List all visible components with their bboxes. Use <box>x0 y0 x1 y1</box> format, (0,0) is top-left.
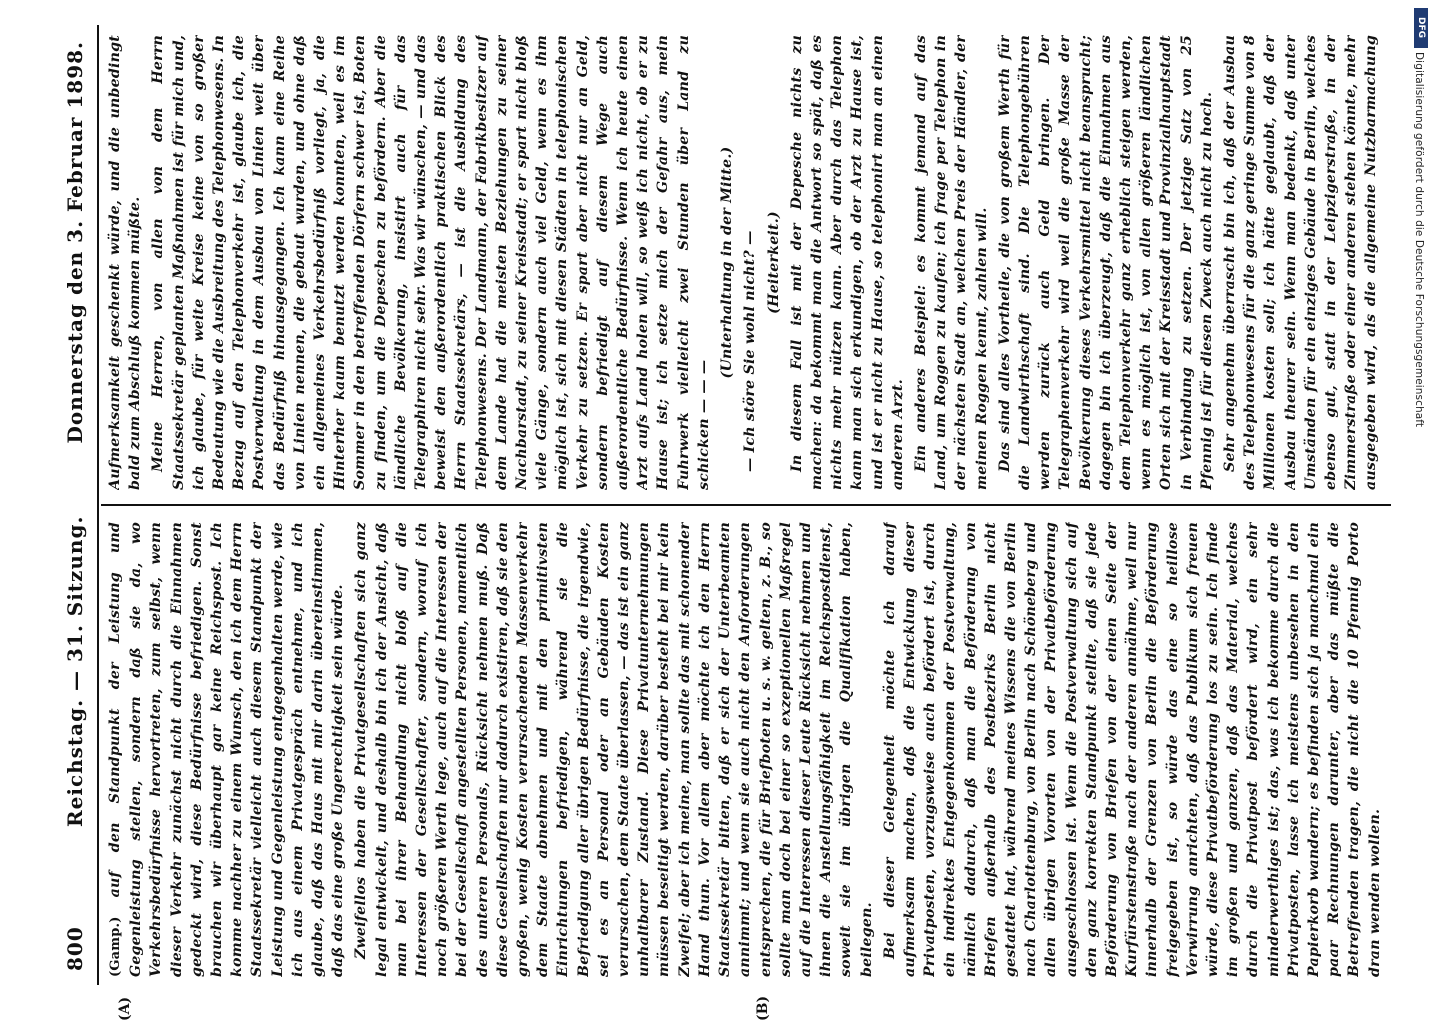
right-paragraph-2: Meine Herren, von allen von dem Herrn Staatssekretär geplanten Maßnahmen ist für mich und, ich glaube, für weite Kreise keine von so großer Bedeutung wie die Ausbreitung des Telephonwesens. In Bezug auf den Telephonverkehr ist, glaube ich, die Postverwaltung in dem Ausbau von Linien weit über das Bedürfniß hinausgegangen. Ich kann eine Reihe von Linien nennen, die gebaut wurden, und ohne daß ein allgemeines Verkehrsbedürfniß vorliegt, ja, die Hinterher kaum benutzt werden konnten, weil es im Sommer in den betreffenden Dörfern schwer ist, Boten zu finden, um die Depeschen zu befördern. Aber die ländliche Bevölkerung, insistirt auch für das Telegraphiren nicht sehr. Was wir wünschen, — und das beweist den außerordentlich praktischen Blick des Herrn Staatssekretärs, — ist die Ausbildung des Telephonwesens. Der Landmann, der Fabrikbesitzer auf dem Lande hat die meisten Beziehungen zu seiner Nachbarstadt, zu seiner Kreisstadt; er spart nicht bloß viele Gänge, sondern auch viel Geld, wenn es ihm möglich ist, sich mit diesen Städten in telephonischen Verkehr zu setzen. Er spart aber nicht nur an Geld, sondern befriedigt auf diesem Wege auch außerordentliche Bedürfnisse. Wenn ich heute einen Arzt aufs Land holen will, so weiß ich nicht, ob er zu Hause ist; ich setze mich der Gefahr aus, mein Fuhrwerk vielleicht zwei Stunden über Land zu schicken — — — <box>150 35 712 490</box>
right-paragraph-4: — Ich störe Sie wohl nicht? — <box>742 230 759 472</box>
rotated-page <box>55 25 1400 1021</box>
speaker-tag: (Gamp.) <box>108 916 123 977</box>
left-paragraph-3: Bei dieser Gelegenheit möchte ich darauf aufmerksam machen, daß die Entwicklung dieser Privatposten, vorzugsweise auch befördert ist, durch ein indirektes Entgegenkommen der Postverwaltung, nämlich dadurch, daß man die Beförderung von Briefen außerhalb des Postbezirks Berlin nicht gestattet hat, während meines Wissens die von Berlin nach Charlottenburg, von Berlin nach Schöneberg und allen übrigen Vororten von der Privatbeförderung ausgeschlossen ist. Wenn die Postverwaltung sich auf den ganz korrekten Standpunkt stellte, daß sie jede Beförderung von Briefen von der einen Seite der Kurfürstenstraße nach der anderen annähme, weil nur innerhalb der Grenzen von Berlin die Beförderung freigegeben ist, so würde das eine so heillose Verwirrung anrichten, daß das Publikum sich freuen würde, diese Privatbeförderung los zu sein. Ich finde im großen und ganzen, daß das Material, welches durch die Privatpost befördert wird, ein sehr minderwerthiges ist; das, was ich bekomme durch die Privatposten, lasse ich meistens unbesehen in den Papierkorb wandern; es befinden sich ja manchmal ein paar Rechnungen darunter, aber das müßte die Betreffenden tragen, die nicht die 10 Pfennig Porto dran wenden wollen. <box>881 522 1383 977</box>
left-paragraph-2: Zweifellos haben die Privatgesellschaften sich ganz legal entwickelt, und deshalb bin ich der Ansicht, daß man bei ihrer Behandlung nicht bloß auf die Interessen der Gesellschafter, sondern, worauf ich noch größeren Werth lege, auch auf die Interessen der bei der Gesellschaft angestellten Personen, namentlich des unteren Personals, Rücksicht nehmen muß. Daß diese Gesellschaften nur dadurch existiren, daß sie den großen, wenig Kosten verursachenden Massenverkehr dem Staate abnehmen und mit den primitivsten Einrichtungen befriedigen, während sie die Befriedigung aller übrigen Bedürfnisse, die irgendwie, sei es an Personal oder an Gebäuden Kosten verursachen, dem Staate überlassen, — das ist ein ganz unhaltbarer Zustand. Diese Privatunternehmungen müssen beseitigt werden, darüber besteht bei mir kein Zweifel; aber ich meine, man sollte das mit schonender Hand thun. Vor allem aber möchte ich den Herrn Staatssekretär bitten, daß er sich der Unterbeamten annimmt; und wenn sie auch nicht den Anforderungen entsprechen, die für Briefboten u. s. w. gelten, z. B., so sollte man doch bei einer so exzeptionellen Maßregel auf die Interessen dieser Leute Rücksicht nehmen und ihnen die Anstellungsfähigkeit im Reichspostdienst, soweit sie im übrigen die Qualifikation haben, beilegen. <box>353 522 875 977</box>
header-rule <box>97 25 99 985</box>
left-column <box>105 522 1385 977</box>
column-divider <box>101 504 1391 506</box>
right-paragraph-9: Sehr angenehm überrascht bin ich, daß der Ausbau des Telephonwesens für die ganz geringe Summe von 8 Millionen kosten soll; ich hätte geglaubt, daß der Ausbau theurer sein. Wenn man bedenkt, daß unter Umständen für ein einziges Gebäude in Berlin, welches ebenso gut, statt in der Leipzigerstraße, in der Zimmerstraße oder einer anderen stehen könnte, mehr ausgegeben wird, als die allgemeine Nutzbarmachung <box>1221 35 1380 490</box>
right-paragraph-1: Aufmerksamkeit geschenkt würde, und die unbedingt bald zum Abschluß kommen müßte. <box>107 35 144 490</box>
right-paragraph-6: In diesem Fall ist mit der Depesche nichts zu machen: da bekommt man die Antwort so spät, daß es nichts mehr nützen kann. Aber durch das Telephon kann man sich erkundigen, ob der Arzt zu Hause ist, und ist er nicht zu Hause, so telephonirt man an einen anderen Arzt. <box>788 35 906 490</box>
session-date: Donnerstag den 3. Februar 1898. <box>63 41 87 444</box>
page-number: 800 <box>63 926 87 971</box>
dfg-logo: DFG <box>1414 8 1428 48</box>
page-header <box>59 33 95 977</box>
interjection-unterhaltung: (Unterhaltung in der Mitte.) <box>719 146 736 379</box>
margin-marker-a: (A) <box>117 996 133 1021</box>
right-paragraph-8: Das sind alles Vortheile, die von großem Werth für die Landwirthschaft sind. Die Telephongebühren werden zurück auch Geld bringen. Der Telegraphenverkehr wird weil die große Masse der Bevölkerung dieses Verkehrsmittel nicht beansprucht; dagegen bin ich überzeugt, daß die Einnahmen aus dem Telephonverkehr ganz erheblich steigen werden, wenn es möglich ist, von allen größeren ländlichen Orten sich mit der Kreisstadt und Provinzialhauptstadt in Verbindung zu setzen. Der jetzige Satz von 25 Pfennig ist für diesen Zweck auch nicht zu hoch. <box>996 35 1215 490</box>
margin-marker-b: (B) <box>755 995 771 1021</box>
left-paragraph-1: (Gamp.) auf den Standpunkt der Leistung und Gegenleistung stellen, sondern daß sie da, wo Verkehrsbedürfnisse hervortreten, zum selbst, wenn dieser Verkehr zunächst nicht durch die Einnahmen gedeckt wird, diese Bedürfnisse befriedigen. Sonst brauchen wir überhaupt gar keine Reichspost. Ich komme nachher zu einem Wunsch, den ich dem Herrn Staatssekretär vielleicht auch diesem Standpunkt der Leistung und Gegenleistung entgegenhalten werde, wie ich aus einem Privatgespräch entnehme, und ich glaube, daß das Haus mit mir darin übereinstimmen, daß das eine große Ungerechtigkeit sein würde. <box>107 522 347 977</box>
right-paragraph-7: Ein anderes Beispiel: es kommt jemand auf das Land, um Roggen zu kaufen; ich frage per Telephon in der nächsten Stadt an, welchen Preis der Händler, der meinen Roggen kennt, zahlen will. <box>912 35 990 490</box>
digitization-credit: Digitalisierung gefördert durch die Deutsche Forschungsgemeinschaft <box>1413 52 1425 428</box>
right-column <box>105 35 1385 490</box>
session-title: Reichstag. — 31. Sitzung. <box>63 515 87 827</box>
interjection-heiterkeit: (Heiterkeit.) <box>765 211 782 314</box>
